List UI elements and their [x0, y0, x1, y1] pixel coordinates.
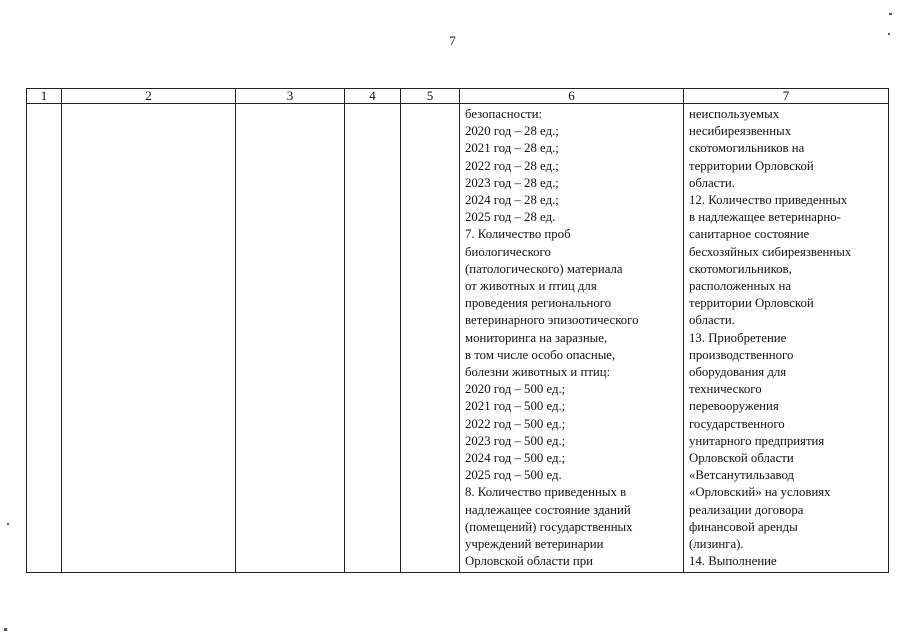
col7-line: оборудования для	[689, 365, 787, 380]
col7-line: «Ветсанутильзавод	[689, 468, 795, 483]
col7-line: государственного	[689, 416, 785, 431]
cell-col-3	[236, 104, 345, 573]
col6-line: 2020 год – 28 ед.;	[465, 124, 559, 139]
column-header-5: 5	[401, 89, 460, 104]
col6-line: 2023 год – 28 ед.;	[465, 175, 559, 190]
col7-line: реализации договора	[689, 502, 804, 517]
col7-line: санитарное состояние	[689, 227, 810, 242]
col7-line: в надлежащее ветеринарно-	[689, 210, 841, 225]
column-header-4: 4	[345, 89, 401, 104]
column-header-6: 6	[460, 89, 684, 104]
col7-line: территории Орловской	[689, 158, 814, 173]
page-number: 7	[449, 33, 456, 48]
col7-line: скотомогильников на	[689, 141, 805, 156]
col7-line: унитарного предприятия	[689, 433, 825, 448]
col7-line: Орловской области	[689, 451, 794, 466]
col6-line: (помещений) государственных	[465, 519, 633, 534]
scan-speck	[4, 628, 7, 631]
col7-line: перевооружения	[689, 399, 779, 414]
col6-line: надлежащее состояние зданий	[465, 502, 631, 517]
col6-line: 8. Количество приведенных в	[465, 485, 627, 500]
col6-line: 2020 год – 500 ед.;	[465, 382, 566, 397]
col7-line: 12. Количество приведенных	[689, 193, 848, 208]
cell-col-1	[27, 104, 62, 573]
col6-line: учреждений ветеринарии	[465, 537, 604, 552]
col7-line: 13. Приобретение	[689, 330, 787, 345]
col6-line: проведения регионального	[465, 296, 612, 311]
col6-line: 2025 год – 500 ед.	[465, 468, 562, 483]
col7-line: финансовой аренды	[689, 519, 798, 534]
column-header-2: 2	[62, 89, 236, 104]
cell-col-7	[684, 104, 889, 573]
cell-col-4	[345, 104, 401, 573]
scan-speck	[7, 523, 9, 525]
col6-line: безопасности:	[465, 107, 543, 121]
column-header-7: 7	[684, 89, 889, 104]
col6-line: 2025 год – 28 ед.	[465, 210, 556, 225]
scan-speck	[888, 33, 890, 35]
col7-line: производственного	[689, 347, 794, 362]
scan-speck	[889, 13, 892, 15]
col7-line: бесхозяйных сибиреязвенных	[689, 244, 852, 259]
col7-line: территории Орловской	[689, 296, 814, 311]
col6-line: (патологического) материала	[465, 261, 623, 276]
col7-line: технического	[689, 382, 762, 397]
program-table	[26, 88, 889, 573]
col6-line: болезни животных и птиц:	[465, 365, 611, 380]
col7-line: расположенных на	[689, 279, 792, 294]
cell-col-2	[62, 104, 236, 573]
table-row	[27, 104, 889, 573]
col7-line: «Орловский» на условиях	[689, 485, 831, 500]
col6-line: 2021 год – 500 ед.;	[465, 399, 566, 414]
col7-line: несибиреязвенных	[689, 124, 792, 139]
column-header-1: 1	[27, 89, 62, 104]
col6-line: Орловской области при	[465, 554, 593, 569]
cell-col-5	[401, 104, 460, 573]
col6-line: биологического	[465, 244, 551, 259]
col6-line: 2022 год – 500 ед.;	[465, 416, 566, 431]
col6-line: от животных и птиц для	[465, 279, 597, 294]
col7-line: 14. Выполнение	[689, 554, 777, 569]
col6-line: мониторинга на заразные,	[465, 330, 608, 345]
col6-line: 7. Количество проб	[465, 227, 571, 242]
col6-line: ветеринарного эпизоотического	[465, 313, 639, 328]
col7-line: неиспользуемых	[689, 107, 780, 121]
col6-line: в том числе особо опасные,	[465, 347, 616, 362]
col6-line: 2021 год – 28 ед.;	[465, 141, 559, 156]
col7-line: скотомогильников,	[689, 261, 792, 276]
cell-col-6	[460, 104, 684, 573]
header-row	[27, 89, 889, 104]
col7-line: области.	[689, 313, 735, 328]
col7-line: (лизинга).	[689, 537, 744, 552]
col6-line: 2024 год – 500 ед.;	[465, 451, 566, 466]
col7-line: области.	[689, 175, 735, 190]
col6-line: 2024 год – 28 ед.;	[465, 193, 559, 208]
col6-line: 2022 год – 28 ед.;	[465, 158, 559, 173]
col6-line: 2023 год – 500 ед.;	[465, 433, 566, 448]
column-header-3: 3	[236, 89, 345, 104]
